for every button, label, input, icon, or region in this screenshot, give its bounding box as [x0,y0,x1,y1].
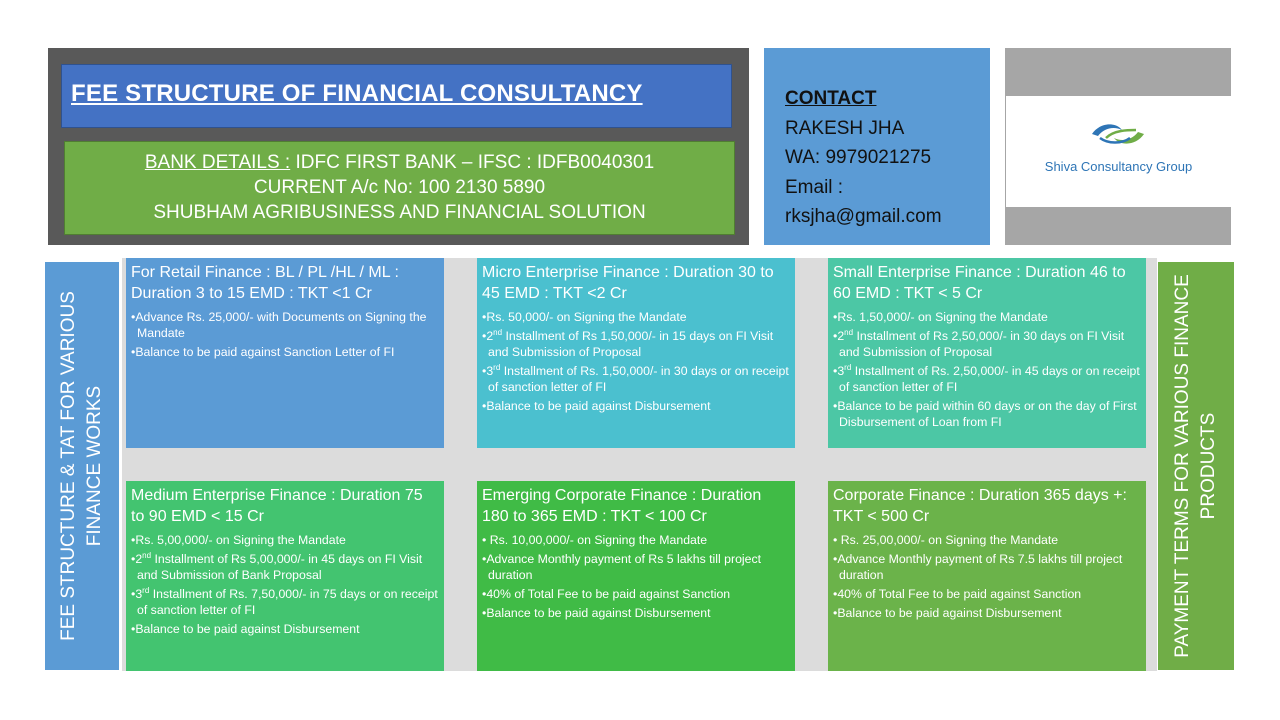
list-item [833,328,1141,360]
title-box [61,64,732,128]
card-retail-finance [126,258,444,448]
contact-email[interactable]: rksjha@gmail.com [785,206,942,227]
contact-email-label: Email : [785,176,844,198]
list-item [482,309,790,325]
card-medium-enterprise [126,481,444,671]
list-item-text-rest: Installment of Rs 2,50,000/- in 30 days on FI Visit and Submission of Proposal [839,329,1125,359]
card-title: Medium Enterprise Finance : Duration 75 to 90 EMD < 15 Cr [131,487,423,525]
card-list [833,309,1141,430]
list-item [833,605,1141,621]
list-item-text: 3 [486,364,494,378]
list-item-text: 2 [837,329,845,343]
card-title: Micro Enterprise Finance : Duration 30 to 45 EMD : TKT <2 Cr [482,264,774,302]
bank-details-value: IDFC FIRST BANK – IFSC : IDFB0040301 [290,152,655,173]
list-item-text: 3 [135,587,143,601]
list-item-text-rest: Installment of Rs. 1,50,000/- in 30 days or on receipt of sanction letter of FI [488,364,789,394]
list-item [482,328,790,360]
account-number: CURRENT A/c No: 100 2130 5890 [253,177,546,198]
card-title: For Retail Finance : BL / PL /HL / ML : Duration 3 to 15 EMD : TKT <1 Cr [131,264,399,302]
list-item-text: Advance Monthly payment of Rs 5 lakhs till project duration [486,552,762,582]
bank-details-box [64,141,735,235]
ordinal-suffix: rd [493,362,501,372]
list-item-text: Balance to be paid against Disbursement [486,399,711,413]
account-name: SHUBHAM AGRIBUSINESS AND FINANCIAL SOLUTION [153,202,646,223]
list-item-text: 2 [486,329,494,343]
list-item [833,551,1141,583]
ordinal-suffix: nd [142,550,152,560]
list-item [833,586,1141,602]
list-item-text: Advance Rs. 25,000/- with Documents on Signing the Mandate [135,310,427,340]
card-list [131,532,439,637]
side-label-left [45,262,119,670]
list-item [833,532,1141,548]
card-title: Corporate Finance : Duration 365 days +: TKT < 500 Cr [833,487,1127,525]
contact-box [764,48,990,245]
list-item [131,551,439,583]
list-item-text: Balance to be paid within 60 days or on the day of First Disbursement of Loan from FI [837,399,1137,429]
list-item [131,532,439,548]
list-item [482,398,790,414]
bank-details-line [65,150,734,175]
list-item-text: Balance to be paid against Disbursement [135,622,360,636]
ordinal-suffix: rd [844,362,852,372]
list-item [482,605,790,621]
list-item-text: Rs. 1,50,000/- on Signing the Mandate [837,310,1048,324]
card-title: Small Enterprise Finance : Duration 46 to 60 EMD : TKT < 5 Cr [833,264,1126,302]
card-list [482,532,790,621]
card-list [131,309,439,360]
list-item [833,398,1141,430]
card-title: Emerging Corporate Finance : Duration 180 to 365 EMD : TKT < 100 Cr [482,487,762,525]
contact-heading: CONTACT [785,88,877,109]
list-item-text: 40% of Total Fee to be paid against Sanction [486,587,731,601]
list-item-text: 2 [135,552,143,566]
card-list [833,532,1141,621]
logo [1006,96,1231,207]
list-item-text: 40% of Total Fee to be paid against Sanction [837,587,1082,601]
list-item-text: 3 [837,364,845,378]
list-item-text: Balance to be paid against Disbursement [837,606,1062,620]
list-item [482,586,790,602]
list-item-text: Balance to be paid against Disbursement [486,606,711,620]
list-item [131,621,439,637]
card-emerging-corporate [477,481,795,671]
card-list [482,309,790,414]
card-small-enterprise [828,258,1146,448]
list-item [482,551,790,583]
list-item-text: Rs. 25,00,000/- on Signing the Mandate [837,533,1059,547]
list-item-text-rest: Installment of Rs 1,50,000/- in 15 days on FI Visit and Submission of Proposal [488,329,774,359]
list-item [833,309,1141,325]
leaf-logo-icon [1086,120,1150,148]
list-item-text: Advance Monthly payment of Rs 7.5 lakhs till project duration [837,552,1123,582]
side-label-right-text: PAYMENT TERMS FOR VARIOUS FINANCE PRODUCTS [1172,274,1219,658]
bank-details-label: BANK DETAILS : [144,152,291,173]
list-item [482,363,790,395]
list-item [131,586,439,618]
list-item [482,532,790,548]
side-label-right [1158,262,1234,670]
ordinal-suffix: rd [142,585,150,595]
contact-whatsapp: WA: 9979021275 [785,147,932,168]
list-item-text: Rs. 10,00,000/- on Signing the Mandate [486,533,708,547]
list-item [833,363,1141,395]
page-title: FEE STRUCTURE OF FINANCIAL CONSULTANCY [71,80,643,107]
ordinal-suffix: nd [844,327,854,337]
list-item-text-rest: Installment of Rs 5,00,000/- in 45 days on FI Visit and Submission of Bank Proposal [137,552,423,582]
list-item [131,309,439,341]
ordinal-suffix: nd [493,327,503,337]
logo-text: Shiva Consultancy Group [1044,159,1193,174]
list-item-text-rest: Installment of Rs. 7,50,000/- in 75 days or on receipt of sanction letter of FI [137,587,438,617]
list-item-text-rest: Installment of Rs. 2,50,000/- in 45 days or on receipt of sanction letter of FI [839,364,1140,394]
card-corporate-finance [828,481,1146,671]
card-micro-enterprise [477,258,795,448]
side-label-left-text: FEE STRUCTURE & TAT FOR VARIOUS FINANCE WORKS [58,291,105,641]
list-item-text: Rs. 5,00,000/- on Signing the Mandate [135,533,346,547]
list-item-text: Balance to be paid against Sanction Letter of FI [135,345,395,359]
list-item [131,344,439,360]
contact-name: RAKESH JHA [785,117,905,139]
list-item-text: Rs. 50,000/- on Signing the Mandate [486,310,687,324]
